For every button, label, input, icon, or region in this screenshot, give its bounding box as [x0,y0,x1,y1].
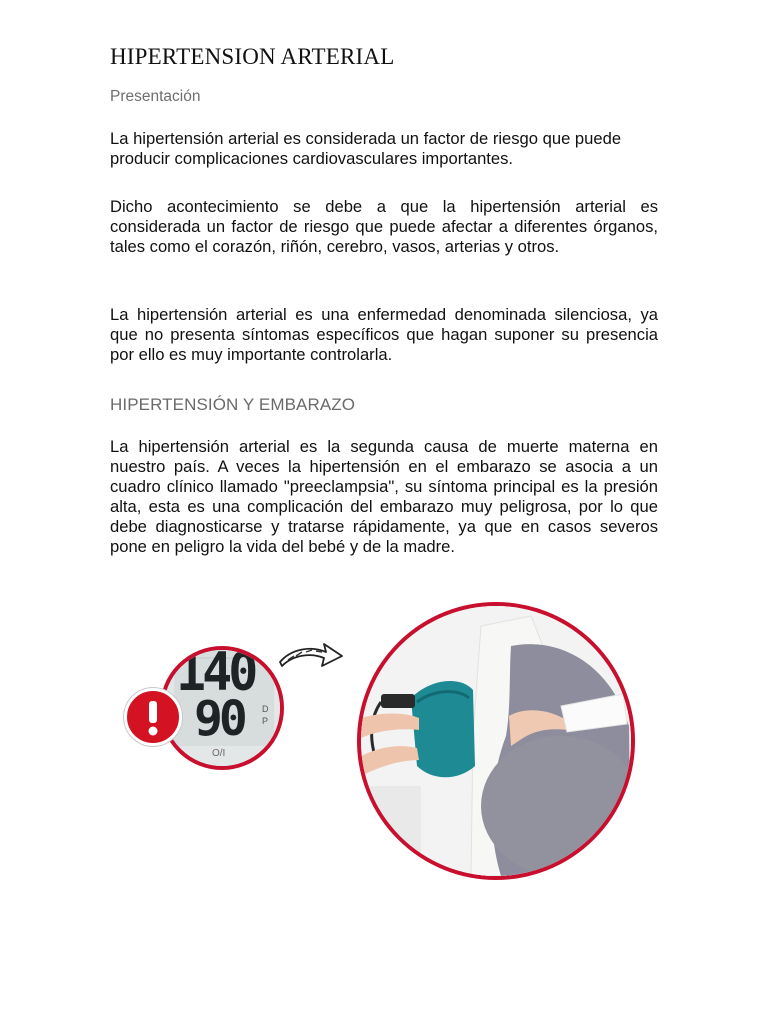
monitor-side-label-p: P [262,716,269,726]
illustration [120,596,650,876]
pregnant-woman-photo [357,602,635,880]
document-title: HIPERTENSION ARTERIAL [110,44,395,69]
curved-arrow-icon [278,640,344,670]
paragraph-silent-disease: La hipertensión arterial es una enfermedad denominada silenciosa, ya que no presenta síntomas específicos que hagan suponer su presencia por ello es muy importante controlarla. [110,305,658,364]
monitor-side-label-d: D [262,704,269,714]
systolic-reading: 140 [176,646,255,703]
document-subtitle: Presentación [110,88,201,105]
paragraph-organs: Dicho acontecimiento se debe a que la hipertensión arterial es considerada un factor de riesgo que puede afectar a diferentes órganos, tales como el corazón, riñón, cerebro, vasos, arterias y otros. [110,197,658,256]
paragraph-pregnancy: La hipertensión arterial es la segunda causa de muerte materna en nuestro país. A veces la hipertensión en el embarazo se asocia a un cuadro clínico llamado "preeclampsia", su síntoma principal es la presión alta, esta es una complicación del embarazo muy peligrosa, por lo que debe diagnosticarse y tratarse rápidamente, ya que en casos severos pone en peligro la vida del bebé y de la madre. [110,437,658,556]
exclamation-alert-icon [124,688,182,746]
diastolic-reading: 90 [194,691,244,747]
section-heading-pregnancy: HIPERTENSIÓN Y EMBARAZO [110,395,356,414]
monitor-power-label: O/I [212,748,226,759]
paragraph-intro: La hipertensión arterial es considerada un factor de riesgo que puede producir complicaciones cardiovasculares importantes. [110,129,622,168]
